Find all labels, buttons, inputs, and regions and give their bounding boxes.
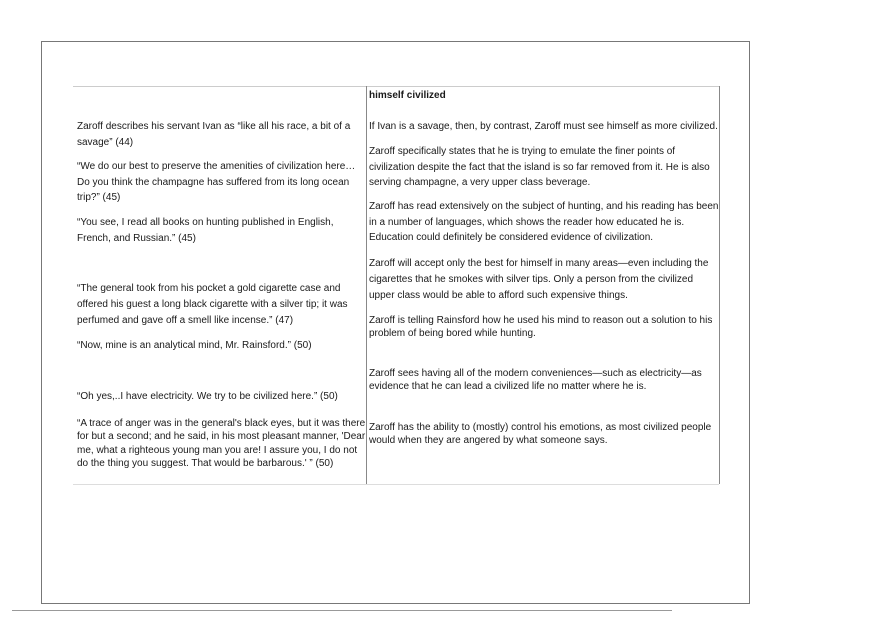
table-header-right: himself civilized (369, 90, 446, 101)
analysis-cell: Zaroff is telling Rainsford how he used his mind to reason out a solution to his problem of being bored while hunting. (369, 315, 713, 340)
quote-cell: “You see, I read all books on hunting published in English, French, and Russian.” (45) (77, 217, 334, 244)
analysis-cell: Zaroff has the ability to (mostly) control his emotions, as most civilized people would when they are angered by what someone says. (369, 422, 712, 447)
quote-cell: “Oh yes,..I have electricity. We try to be civilized here.” (50) (77, 391, 338, 402)
page-divider (12, 610, 672, 611)
quote-cell: “The general took from his pocket a gold cigarette case and offered his guest a long black cigarette with a silver tip; it was perfumed and gave off a smell like incense.” (47) (77, 283, 348, 326)
quote-cell: “A trace of anger was in the general's black eyes, but it was there for but a second; and he said, in his most pleasant manner, 'Dear me, what a righteous young man you are! I assure you, I do not do the thing you suggest. That would be barbarous.' ” (50) (77, 418, 366, 469)
analysis-cell: Zaroff will accept only the best for himself in many areas—even including the cigarettes that he smokes with silver tips. Only a person from the civilized upper class would be able to afford such expensive things. (369, 258, 709, 301)
table-bottom-border (73, 484, 719, 485)
quote-cell: Zaroff describes his servant Ivan as “like all his race, a bit of a savage” (44) (77, 121, 351, 148)
analysis-cell: If Ivan is a savage, then, by contrast, Zaroff must see himself as more civilized. (369, 121, 718, 132)
table-right-border (719, 86, 720, 484)
analysis-cell: Zaroff sees having all of the modern conveniences—such as electricity—as evidence that he can lead a civilized life no matter where he is. (369, 368, 702, 393)
table-top-border (73, 86, 719, 87)
analysis-cell: Zaroff has read extensively on the subject of hunting, and his reading has been in a number of languages, which shows the reader how educated he is. Education could definitely be considered evidence of civilization. (369, 201, 719, 243)
analysis-cell: Zaroff specifically states that he is trying to emulate the finer points of civilization despite the fact that the island is so far removed from it. He is also serving champagne, a very upper class beverage. (369, 146, 710, 188)
quote-cell: “Now, mine is an analytical mind, Mr. Rainsford.” (50) (77, 340, 312, 351)
quote-cell: “We do our best to preserve the amenities of civilization here…Do you think the champagne has suffered from its long ocean trip?” (45) (77, 161, 356, 203)
